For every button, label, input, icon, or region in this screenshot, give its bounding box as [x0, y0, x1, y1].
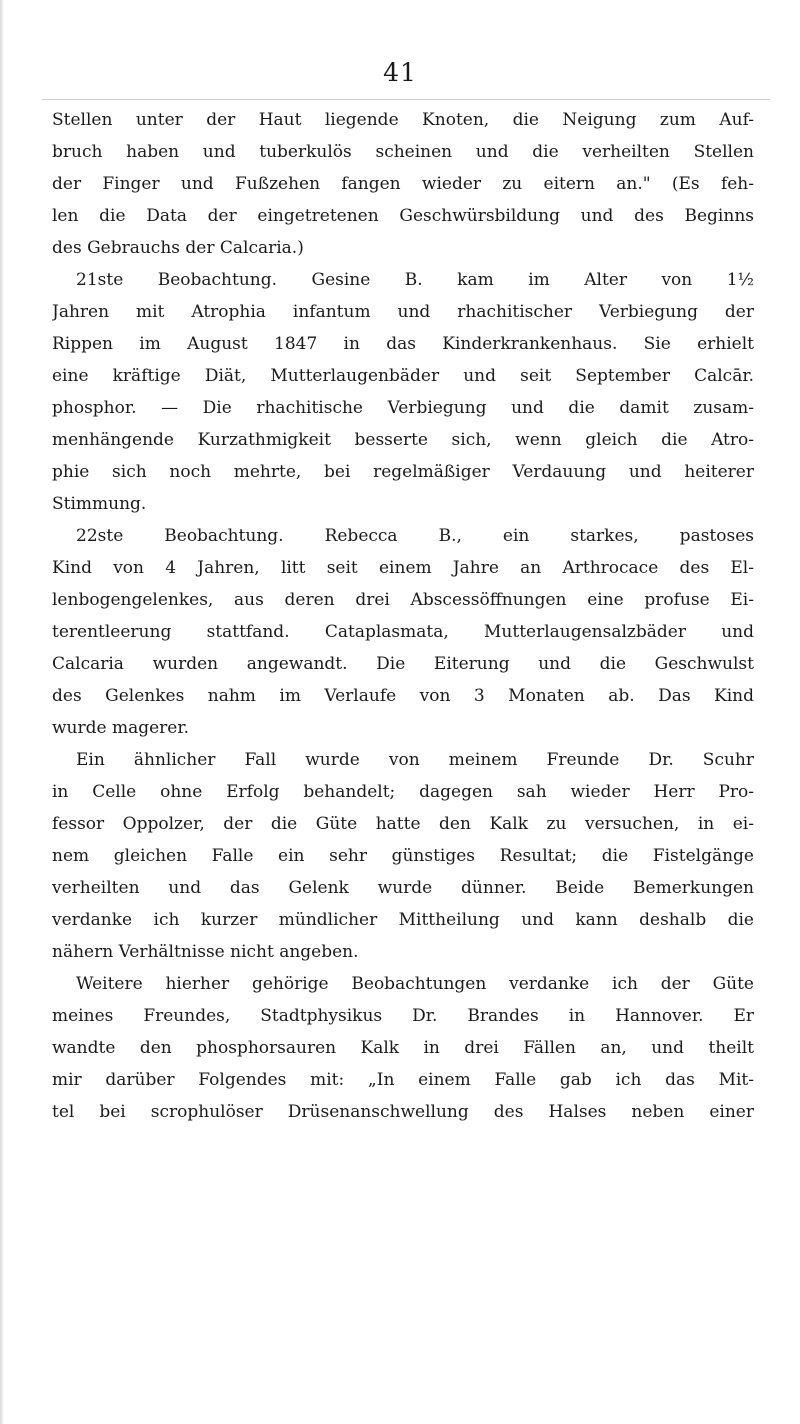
text-line: verheilten und das Gelenk wurde dünner. Beide Bemerkungen [52, 878, 754, 898]
text-line: phie sich noch mehrte, bei regelmäßiger Verdauung und heiterer [52, 462, 754, 482]
text-line: fessor Oppolzer, der die Güte hatte den Kalk zu versuchen, in ei- [52, 814, 754, 834]
text-line: verdanke ich kurzer mündlicher Mittheilung und kann deshalb die [52, 910, 754, 930]
text-line: Stellen unter der Haut liegende Knoten, die Neigung zum Auf- [52, 110, 754, 130]
body-text [52, 104, 754, 1128]
text-line: nähern Verhältnisse nicht angeben. [52, 942, 359, 962]
text-line: wandte den phosphorsauren Kalk in drei Fällen an, und theilt [52, 1038, 754, 1058]
text-line: Jahren mit Atrophia infantum und rhachitischer Verbiegung der [52, 302, 754, 322]
text-line: Weitere hierher gehörige Beobachtungen verdanke ich der Güte [76, 974, 754, 994]
text-line: terentleerung stattfand. Cataplasmata, Mutterlaugensalzbäder und [52, 622, 754, 642]
text-line: des Gebrauchs der Calcaria.) [52, 238, 304, 258]
text-line: meines Freundes, Stadtphysikus Dr. Brandes in Hannover. Er [52, 1006, 754, 1026]
text-line: len die Data der eingetretenen Geschwürsbildung und des Beginns [52, 206, 754, 226]
text-line: des Gelenkes nahm im Verlaufe von 3 Monaten ab. Das Kind [52, 686, 754, 706]
text-line: lenbogengelenkes, aus deren drei Abscessöffnungen eine profuse Ei- [52, 590, 754, 610]
text-line: der Finger und Fußzehen fangen wieder zu eitern an." (Es feh- [52, 174, 754, 194]
text-line: Kind von 4 Jahren, litt seit einem Jahre an Arthrocace des El- [52, 558, 754, 578]
text-line: 22ste Beobachtung. Rebecca B., ein starkes, pastoses [76, 526, 754, 546]
text-line: Ein ähnlicher Fall wurde von meinem Freunde Dr. Scuhr [76, 750, 754, 770]
text-line: mir darüber Folgendes mit: „In einem Falle gab ich das Mit- [52, 1070, 754, 1090]
text-line: in Celle ohne Erfolg behandelt; dagegen sah wieder Herr Pro- [52, 782, 754, 802]
text-line: Rippen im August 1847 in das Kinderkrankenhaus. Sie erhielt [52, 334, 754, 354]
header-rule [42, 99, 770, 100]
text-line: eine kräftige Diät, Mutterlaugenbäder und seit September Calcār. [52, 366, 754, 386]
text-line: phosphor. — Die rhachitische Verbiegung und die damit zusam- [52, 398, 754, 418]
text-line: tel bei scrophulöser Drüsenanschwellung des Halses neben einer [52, 1102, 754, 1122]
text-line: Stimmung. [52, 494, 147, 514]
page-number: 41 [383, 58, 417, 87]
text-line: nem gleichen Falle ein sehr günstiges Resultat; die Fistelgänge [52, 846, 754, 866]
text-line: 21ste Beobachtung. Gesine B. kam im Alter von 1½ [76, 270, 754, 290]
page-left-edge-shadow [0, 0, 4, 1424]
text-line: bruch haben und tuberkulös scheinen und die verheilten Stellen [52, 142, 754, 162]
text-line: menhängende Kurzathmigkeit besserte sich, wenn gleich die Atro- [52, 430, 754, 450]
text-line: Calcaria wurden angewandt. Die Eiterung und die Geschwulst [52, 654, 754, 674]
text-line: wurde magerer. [52, 718, 190, 738]
